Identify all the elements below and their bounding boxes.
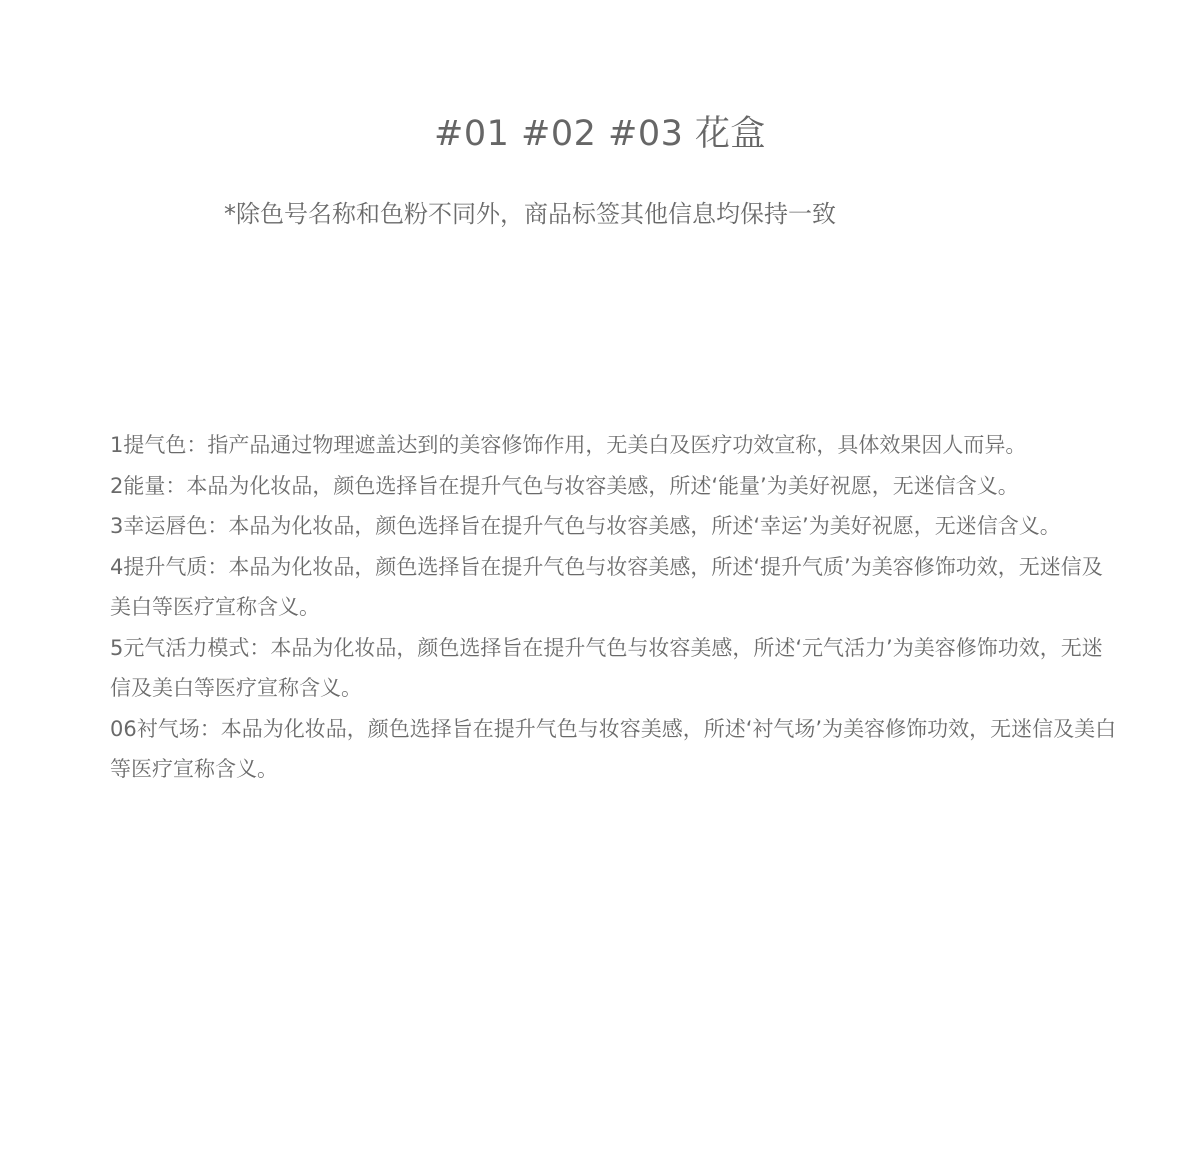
page-subtitle: *除色号名称和色粉不同外，商品标签其他信息均保持一致 <box>224 200 836 228</box>
note-item: 1提气色：指产品通过物理遮盖达到的美容修饰作用，无美白及医疗功效宣称，具体效果因人而异。 <box>110 433 1027 457</box>
note-item: 3幸运唇色：本品为化妆品，颜色选择旨在提升气色与妆容美感，所述‘幸运’为美好祝愿，无迷信含义。 <box>110 514 1061 538</box>
note-item: 5元气活力模式：本品为化妆品，颜色选择旨在提升气色与妆容美感，所述‘元气活力’为美容修饰功效，无迷信及美白等医疗宣称含义。 <box>110 635 1103 700</box>
note-item: 4提升气质：本品为化妆品，颜色选择旨在提升气色与妆容美感，所述‘提升气质’为美容修饰功效，无迷信及美白等医疗宣称含义。 <box>110 554 1103 619</box>
note-item: 2能量：本品为化妆品，颜色选择旨在提升气色与妆容美感，所述‘能量’为美好祝愿，无迷信含义。 <box>110 473 1019 498</box>
disclaimer-notes <box>110 425 1120 790</box>
page-title: #01 #02 #03 花盒 <box>434 114 766 154</box>
note-item: 06衬气场：本品为化妆品，颜色选择旨在提升气色与妆容美感，所述‘衬气场’为美容修饰功效，无迷信及美白等医疗宣称含义。 <box>110 716 1117 781</box>
